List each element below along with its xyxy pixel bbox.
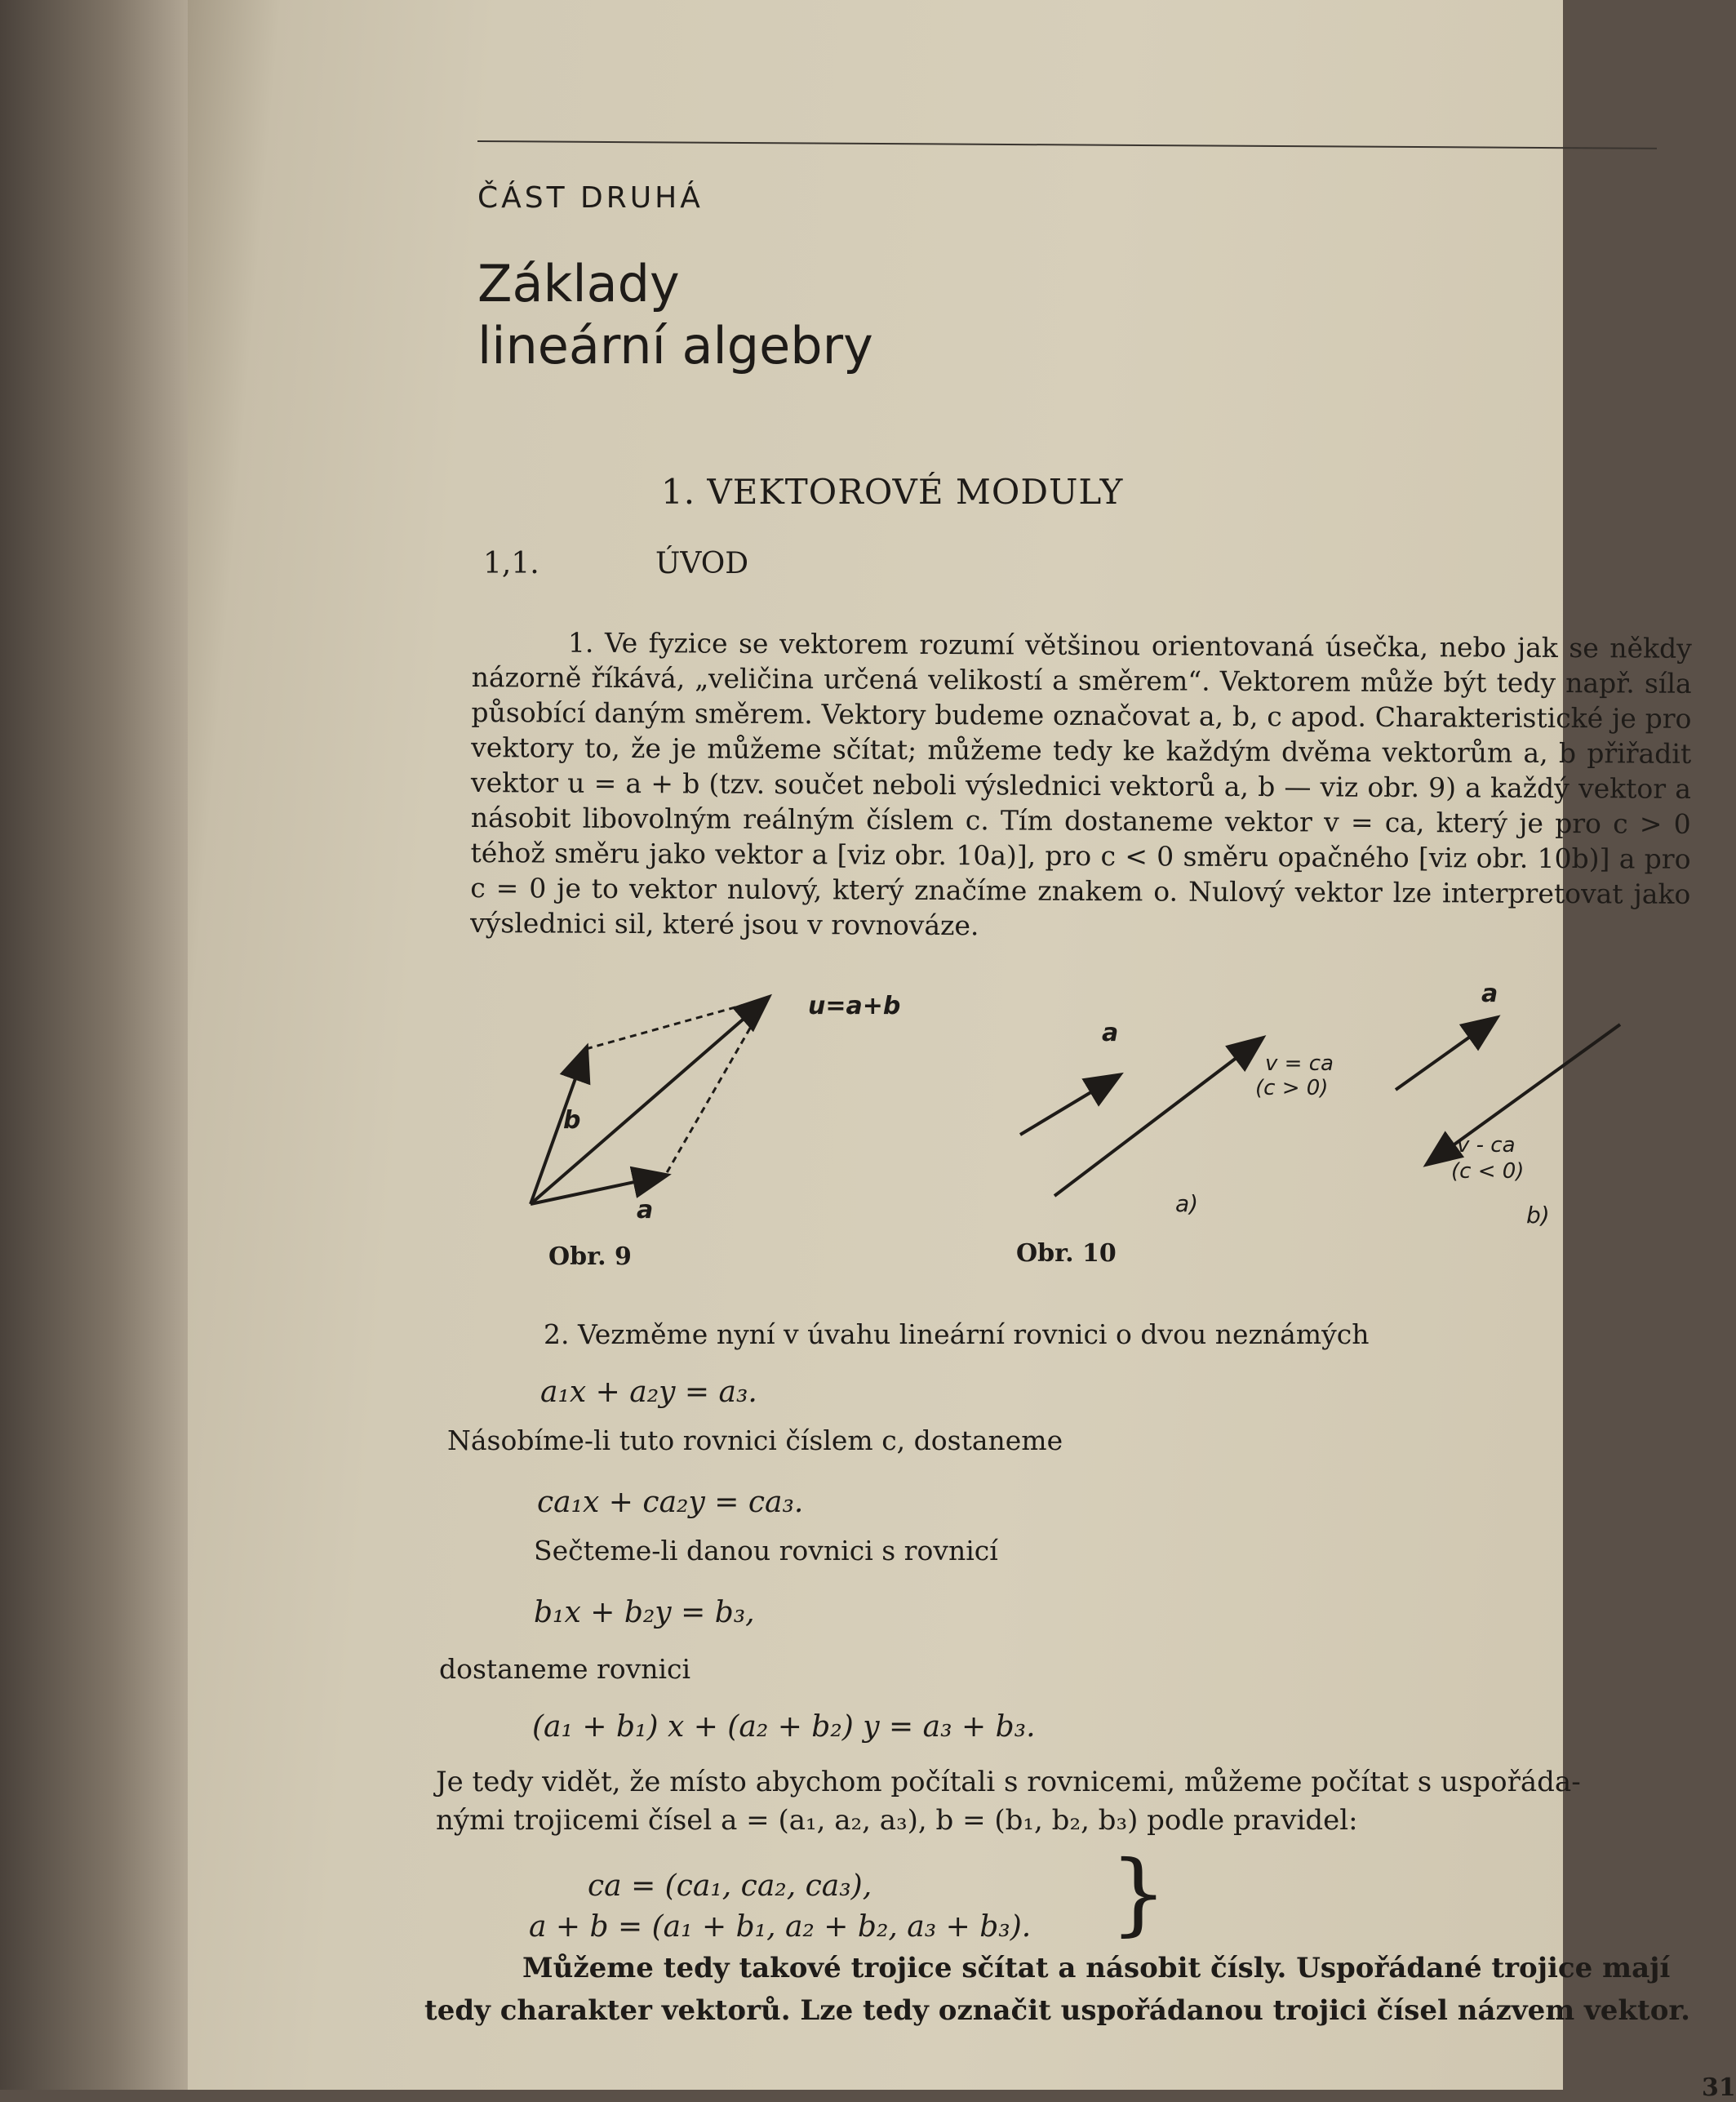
title-line-2: lineární algebry	[477, 316, 873, 376]
part-title	[477, 253, 873, 377]
paragraph-5: dostaneme rovnici	[439, 1653, 691, 1685]
section-number: 1,1.	[483, 547, 539, 580]
label-fig10a-a: a	[1102, 1019, 1119, 1047]
fig10a-vector-a	[1020, 1076, 1118, 1135]
equation-1: a₁x + a₂y = a₃.	[540, 1375, 757, 1409]
dashed-right-edge	[665, 998, 767, 1175]
fig10b-vector-a	[1396, 1019, 1495, 1090]
part-label: ČÁST DRUHÁ	[477, 181, 704, 215]
label-fig10a-v: v = ca	[1265, 1051, 1334, 1076]
equation-4: (a₁ + b₁) x + (a₂ + b₂) y = a₃ + b₃.	[532, 1710, 1036, 1744]
paragraph-6-line-1: Je tedy vidět, že místo abychom počítali s rovnicemi, můžeme počítat s uspořáda-	[436, 1766, 1581, 1798]
section-name: ÚVOD	[655, 547, 749, 580]
paragraph-2: 2. Vezměme nyní v úvahu lineární rovnici o dvou neznámých	[544, 1318, 1370, 1350]
paragraph-4: Sečteme-li danou rovnici s rovnicí	[534, 1535, 998, 1567]
label-sub-a: a)	[1175, 1190, 1199, 1217]
fig10a-vector-v	[1054, 1039, 1261, 1196]
label-u-sum: u=a+b	[808, 992, 901, 1020]
label-cond-neg: (c < 0)	[1451, 1159, 1525, 1184]
equation-2: ca₁x + ca₂y = ca₃.	[537, 1486, 804, 1519]
label-fig9-b: b	[563, 1106, 581, 1135]
label-fig9-a: a	[637, 1196, 654, 1224]
label-cond-pos: (c > 0)	[1255, 1076, 1329, 1100]
paragraph-1: 1. Ve fyzice se vektorem rozumí většinou orientovaná úsečka, nebo jak se někdy názorně říkává, „veličina určená velikostí a směrem“. Vektorem může být tedy např. síla působící daným směrem. Vektory budeme označovat a, b, c apod. Charakteristické je pro vektory to, že je můžeme sčítat; můžeme tedy ke každým dvěma vektorům a, b přiřadit vektor u = a + b (tzv. součet neboli výslednici vektorů a, b — viz obr. 9) a každý vektor a násobit libovolným reálným číslem c. Tím dostaneme vektor v = ca, který je pro c > 0 téhož směru jako vektor a [viz obr. 10a)], pro c < 0 směru opačného [viz obr. 10b)] a pro c = 0 je to vektor nulový, který značíme znakem o. Nulový vektor lze interpretovat jako výslednici sil, které jsou v rovnováze.	[469, 626, 1692, 942]
paragraph-6-line-2: nými trojicemi čísel a = (a₁, a₂, a₃), b = (b₁, b₂, b₃) podle pravidel:	[436, 1804, 1358, 1837]
equation-6: a + b = (a₁ + b₁, a₂ + b₂, a₃ + b₃).	[529, 1910, 1032, 1944]
caption-obr-9: Obr. 9	[548, 1242, 632, 1271]
paragraph-7-line-1: Můžeme tedy takové trojice sčítat a násobit čísly. Uspořádané trojice mají	[522, 1952, 1671, 1984]
label-fig10b-a: a	[1481, 980, 1498, 1008]
book-page	[188, 0, 1736, 2102]
paragraph-7-line-2: tedy charakter vektorů. Lze tedy označit uspořádanou trojici čísel názvem vektor.	[424, 1994, 1691, 2027]
page-number: 31	[1702, 2073, 1736, 2102]
chapter-heading: 1. VEKTOROVÉ MODULY	[661, 472, 1124, 512]
brace: }	[1110, 1841, 1167, 1945]
title-line-1: Základy	[477, 254, 680, 313]
book-spine	[0, 0, 204, 2090]
header-rule	[477, 140, 1657, 149]
caption-obr-10: Obr. 10	[1016, 1239, 1117, 1268]
label-fig10b-v: v - ca	[1457, 1133, 1516, 1158]
label-sub-b: b)	[1526, 1202, 1550, 1229]
equation-5: ca = (ca₁, ca₂, ca₃),	[588, 1869, 872, 1903]
figures-9-10	[531, 980, 1681, 1290]
paragraph-3: Násobíme-li tuto rovnici číslem c, dostaneme	[447, 1424, 1063, 1456]
equation-3: b₁x + b₂y = b₃,	[534, 1596, 755, 1629]
